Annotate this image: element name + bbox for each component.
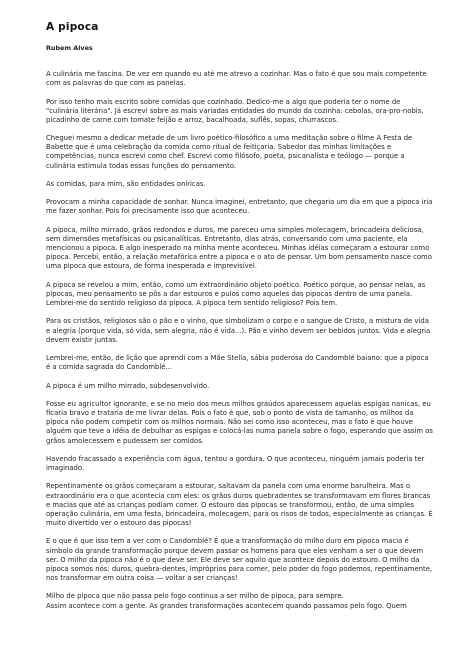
paragraph: A pipoca é um milho mirrado, subdesenvolvido. <box>46 381 210 390</box>
document-body <box>46 70 434 620</box>
paragraph: As comidas, para mim, são entidades oníricas. <box>46 179 206 188</box>
document-author: Rubem Alves <box>46 44 93 52</box>
paragraph: A pipoca se revelou a mim, então, como um extraordinário objeto poético. Poético porque, ao pensar nelas, as pipocas, meu pensamento se pôs a dar estouros e pulos como aqueles das pipocas dentro de uma panela. Lembrei-me do sentido religioso da pipoca. A pipoca tem sentido religioso? Pois tem. <box>46 280 426 308</box>
document-title: A pipoca <box>46 21 99 33</box>
paragraph: Por isso tenho mais escrito sobre comidas que cozinhado. Dedico-me a algo que poderia ter o nome de "culinária literária". Já escrevi sobre as mais variadas entidades do mundo da cozinha: cebolas, ora-pro-nobis, picadinho de carne com tomate feijão e arroz, bacalhoada, suflês, sopas, churrascos. <box>46 97 424 124</box>
paragraph: Assim acontece com a gente. As grandes transformações acontecem quando passamos pelo fogo. Quem <box>46 601 407 610</box>
paragraph: Provocam a minha capacidade de sonhar. Nunca imaginei, entretanto, que chegaria um dia em que a pipoca iria me fazer sonhar. Pois foi precisamente isso que aconteceu. <box>46 198 433 216</box>
paragraph: Milho de pipoca que não passa pelo fogo continua a ser milho de pipoca, para sempre. <box>46 592 344 601</box>
paragraph: Fosse eu agricultor ignorante, e se no meio dos meus milhos graúdos aparecessem aquelas espigas nanicas, eu ficaria bravo e trataria de me livrar delas. Pois o fato é que, sob o ponto de vista de tamanho, os milhos da pipoca não podem competir com os milhos normais. Não sei como isso aconteceu, mas o fato é que houve alguém que teve a idéia de debulhar as espigas e colocá-las numa panela sobre o fogo, esperando que assim os grãos amolecessem e pudessem ser comidos. <box>46 399 433 445</box>
paragraph: Repentinamente os grãos começaram a estourar, saltavam da panela com uma enorme barulheira. Mas o extraordinário era o que acontecia com eles: os grãos duros quebradentes se transformavam em flores brancas e macias que até as crianças podiam comer. O estouro das pipocas se transformou, então, de uma simples operação culinária, em uma festa, brincadeira, molecagem, para os risos de todos, especialmente as crianças. É muito divertido ver o estouro das pipocas! <box>46 482 433 528</box>
paragraph: Cheguei mesmo a dedicar metade de um livro poético-filosófico a uma meditação sobre o filme A Festa de Babette que é uma celebração da comida como ritual de feitiçaria. Sabedor das minhas limitações e competências, nunca escrevi como chef. Escrevi como filósofo, poeta, psicanalista e teólogo — porque a culinária estimula todas essas funções do pensamento. <box>46 134 413 170</box>
paragraph: A pipoca, milho mirrado, grãos redondos e duros, me pareceu uma simples molecagem, brincadeira deliciosa, sem dimensões metafísicas ou psicanalíticas. Entretanto, dias atrás, conversando com uma paciente, ela mencionou a pipoca. E algo inesperado na minha mente aconteceu. Minhas idéias começaram a estourar como pipoca. Percebi, então, a relação metafórica entre a pipoca e o ato de pensar. Um bom pensamento nasce como uma pipoca que estoura, de forma inesperada e imprevisível. <box>46 225 432 271</box>
paragraph: A culinária me fascina. De vez em quando eu até me atrevo a cozinhar. Mas o fato é que sou mais competente com as palavras do que com as panelas. <box>46 70 427 88</box>
paragraph: E o que é que isso tem a ver com o Candomblé? É que a transformação do milho duro em pipoca macia é símbolo da grande transformação porque devem passar os homens para que eles venham a ser o que devem ser. O milho da pipoca não é o que deve ser. Ele deve ser aquilo que acontece depois do estouro. O milho da pipoca somos nós: duros, quebra-dentes, impróprios para comer, pelo poder do fogo podemos, repentinamente, nos transformar em outra coisa — voltar a ser crianças! <box>46 537 433 582</box>
paragraph: Havendo fracassado a experiência com água, tentou a gordura. O que aconteceu, ninguém jamais poderia ter imaginado. <box>46 454 425 473</box>
paragraph: Para os cristãos, religiosos são o pão e o vinho, que simbolizam o corpo e o sangue de Cristo, a mistura de vida e alegria (porque vida, só vida, sem alegria, não é vida...). Pão e vinho devem ser bebidos juntos. Vida e alegria devem existir juntas. <box>46 317 431 344</box>
paragraph: Lembrei-me, então, de lição que aprendi com a Mãe Stella, sábia poderosa do Candomblé baiano: que a pipoca é a comida sagrada do Candomblé... <box>46 354 429 372</box>
